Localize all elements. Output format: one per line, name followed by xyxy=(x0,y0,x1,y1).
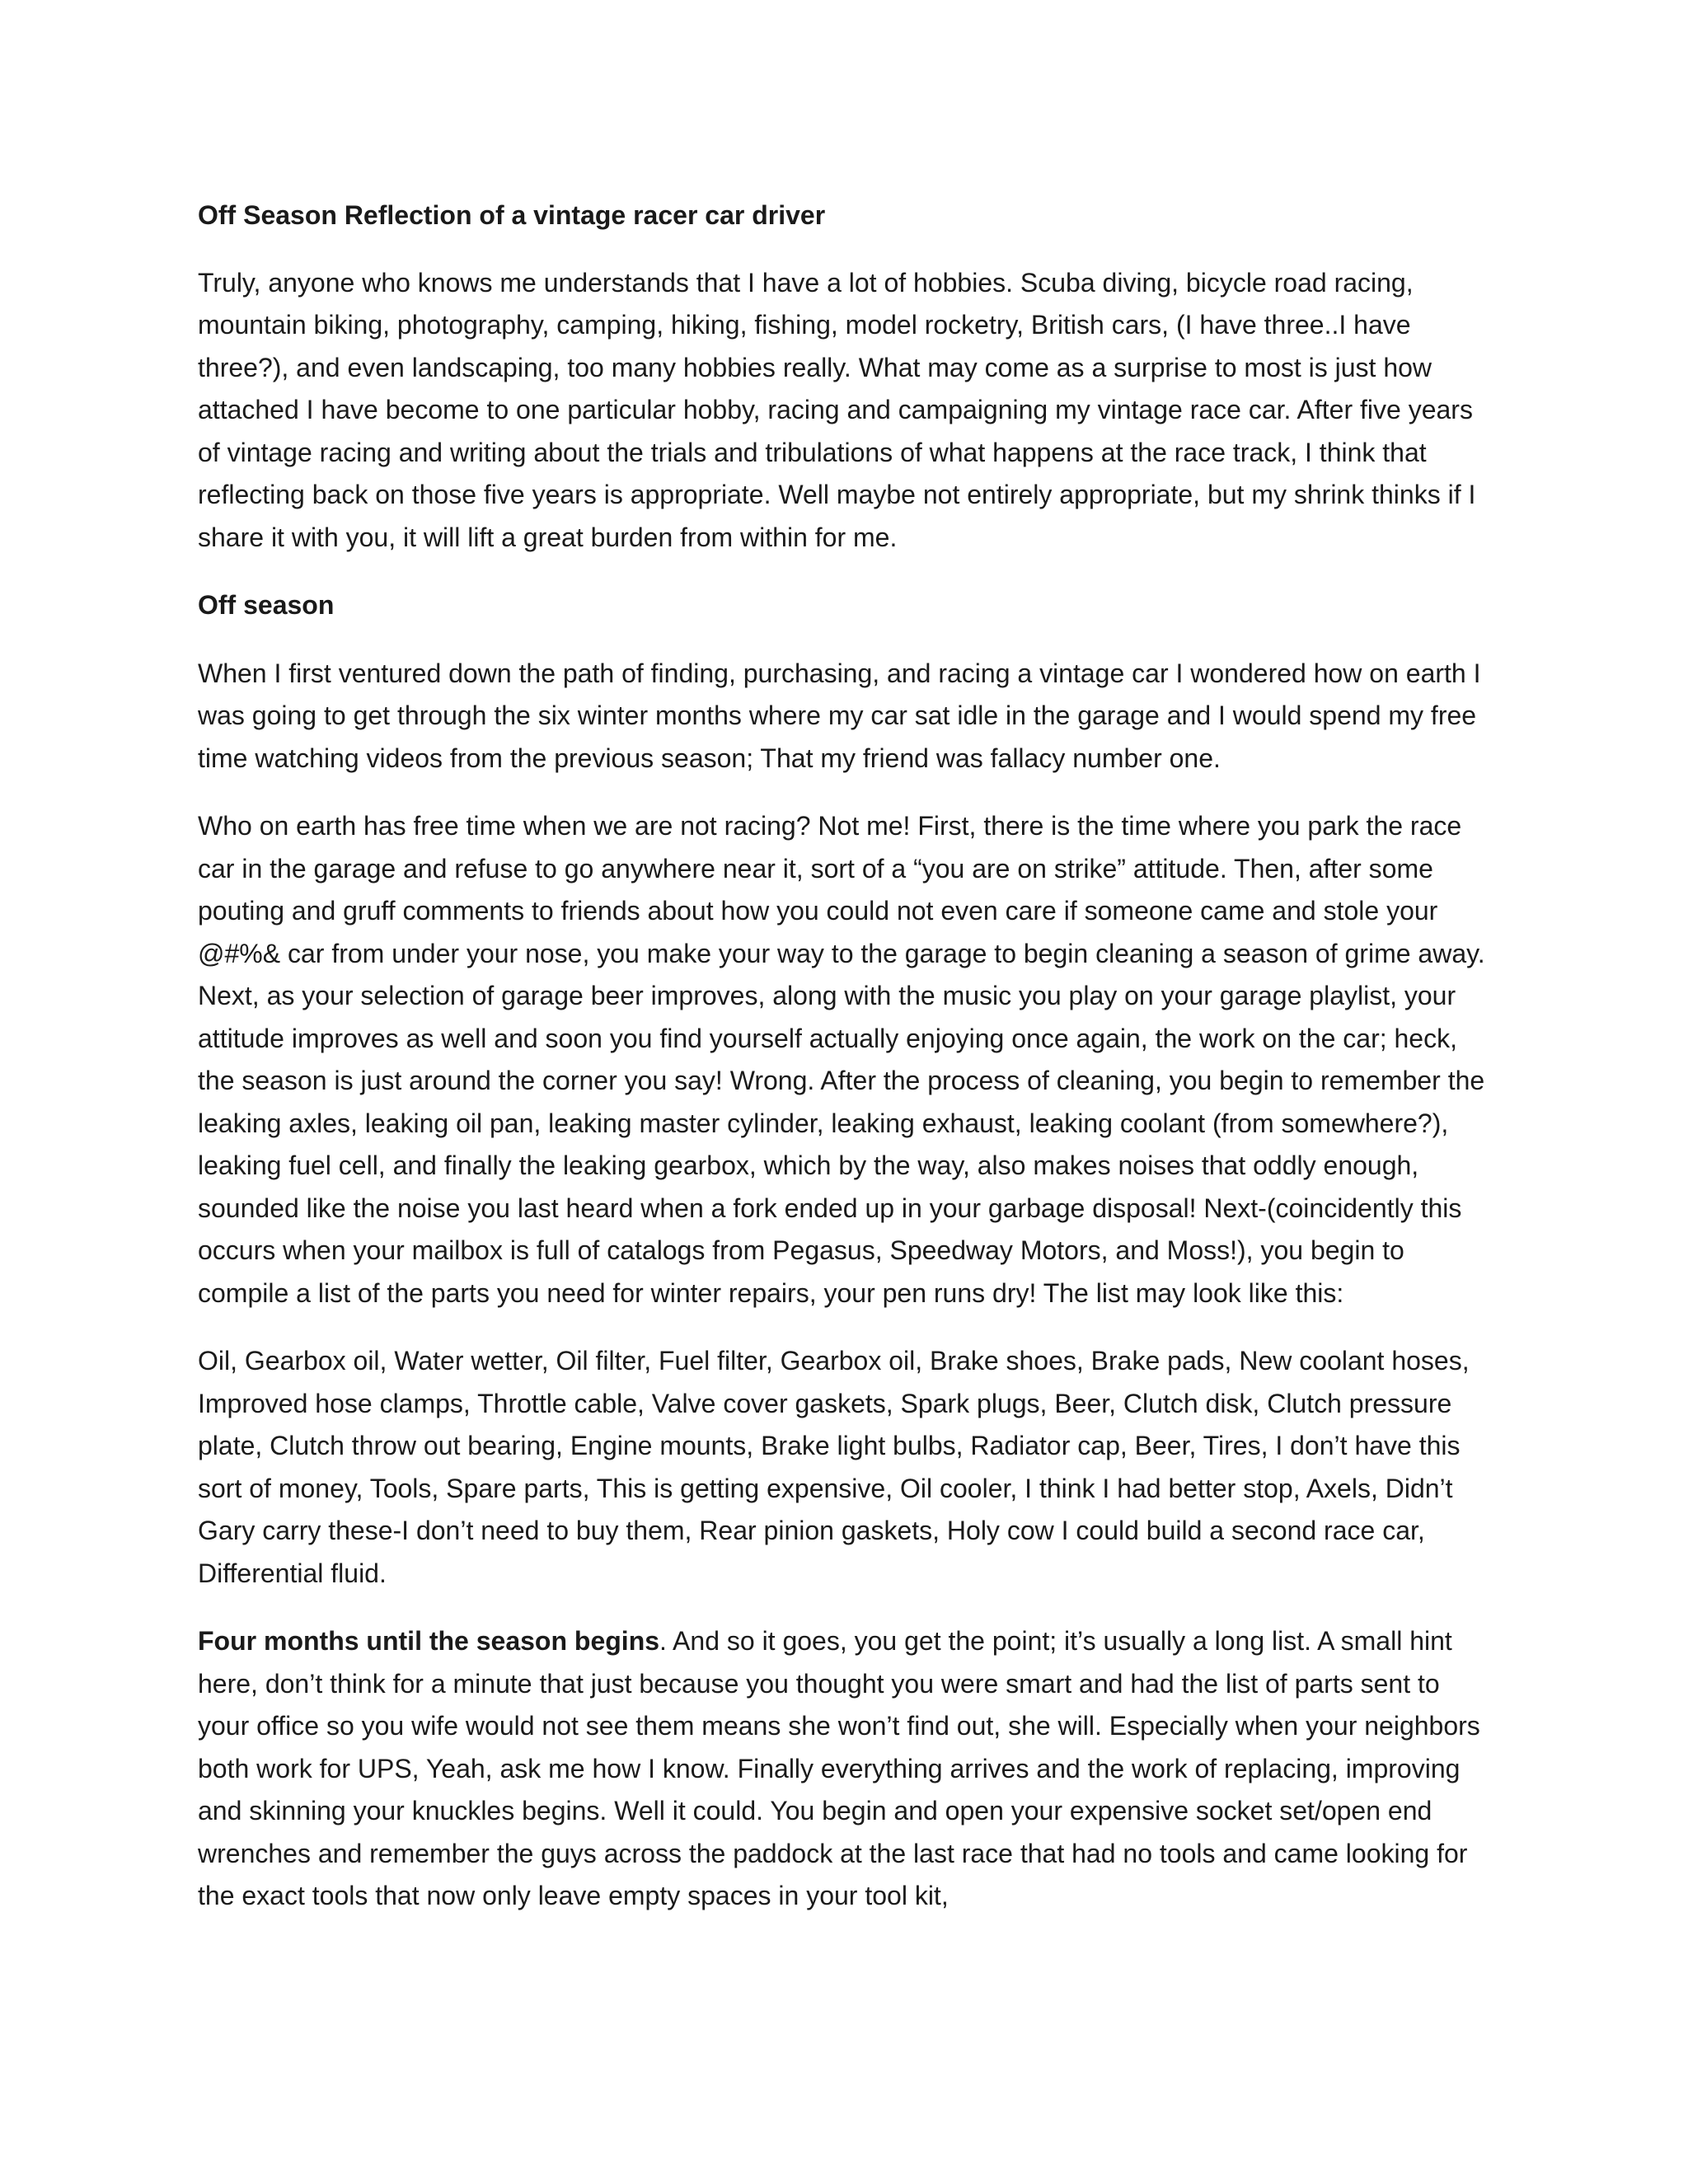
parts-list-paragraph: Oil, Gearbox oil, Water wetter, Oil filter, Fuel filter, Gearbox oil, Brake shoes, Brake pads, New coolant hoses, Improved hose clamps, Throttle cable, Valve cover gaskets, Spark plugs, Beer, Clutch disk, Clutch pressure plate, Clutch throw out bearing, Engine mounts, Brake light bulbs, Radiator cap, Beer, Tires, I don’t have this sort of money, Tools, Spare parts, This is getting expensive, Oil cooler, I think I had better stop, Axels, Didn’t Gary carry these-I don’t need to buy them, Rear pinion gaskets, Holy cow I could build a second race car, Differential fluid. xyxy=(198,1346,1470,1588)
four-months-lead: Four months until the season begins xyxy=(198,1626,660,1656)
four-months-body: . And so it goes, you get the point; it’s usually a long list. A small hint here, don’t think for a minute that just because you thought you were smart and had the list of parts sent to your office so you wife would not see them means she won’t find out, she will. Especially when your neighbors both work for UPS, Yeah, ask me how I know. Finally everything arrives and the work of replacing, improving and skinning your knuckles begins. Well it could. You begin and open your expensive socket set/open end wrenches and remember the guys across the paddock at the last race that had no tools and came looking for the exact tools that now only leave empty spaces in your tool kit, xyxy=(198,1626,1480,1910)
document-page xyxy=(198,194,1492,1943)
document-title: Off Season Reflection of a vintage racer car driver xyxy=(198,200,826,230)
section-heading-off-season: Off season xyxy=(198,590,335,620)
paragraph-first-ventured: When I first ventured down the path of finding, purchasing, and racing a vintage car I wondered how on earth I was going to get through the six winter months where my car sat idle in the garage and I would spend my free time watching videos from the previous season; That my friend was fallacy number one. xyxy=(198,658,1481,773)
paragraph-free-time: Who on earth has free time when we are not racing? Not me! First, there is the time where you park the race car in the garage and refuse to go anywhere near it, sort of a “you are on strike” attitude. Then, after some pouting and gruff comments to friends about how you could not even care if someone came and stole your @#%& car from under your nose, you make your way to the garage to begin cleaning a season of grime away. Next, as your selection of garage beer improves, along with the music you play on your garage playlist, your attitude improves as well and soon you find yourself actually enjoying once again, the work on the car; heck, the season is just around the corner you say! Wrong. After the process of cleaning, you begin to remember the leaking axles, leaking oil pan, leaking master cylinder, leaking exhaust, leaking coolant (from somewhere?), leaking fuel cell, and finally the leaking gearbox, which by the way, also makes noises that oddly enough, sounded like the noise you last heard when a fork ended up in your garbage disposal! Next-(coincidently this occurs when your mailbox is full of catalogs from Pegasus, Speedway Motors, and Moss!), you begin to compile a list of the parts you need for winter repairs, your pen runs dry! The list may look like this: xyxy=(198,811,1485,1308)
paragraph-four-months xyxy=(198,1620,1492,1918)
intro-paragraph: Truly, anyone who knows me understands that I have a lot of hobbies. Scuba diving, bicycle road racing, mountain biking, photography, camping, hiking, fishing, model rocketry, British cars, (I have three..I have three?), and even landscaping, too many hobbies really. What may come as a surprise to most is just how attached I have become to one particular hobby, racing and campaigning my vintage race car. After five years of vintage racing and writing about the trials and tribulations of what happens at the race track, I think that reflecting back on those five years is appropriate. Well maybe not entirely appropriate, but my shrink thinks if I share it with you, it will lift a great burden from within for me. xyxy=(198,267,1476,552)
